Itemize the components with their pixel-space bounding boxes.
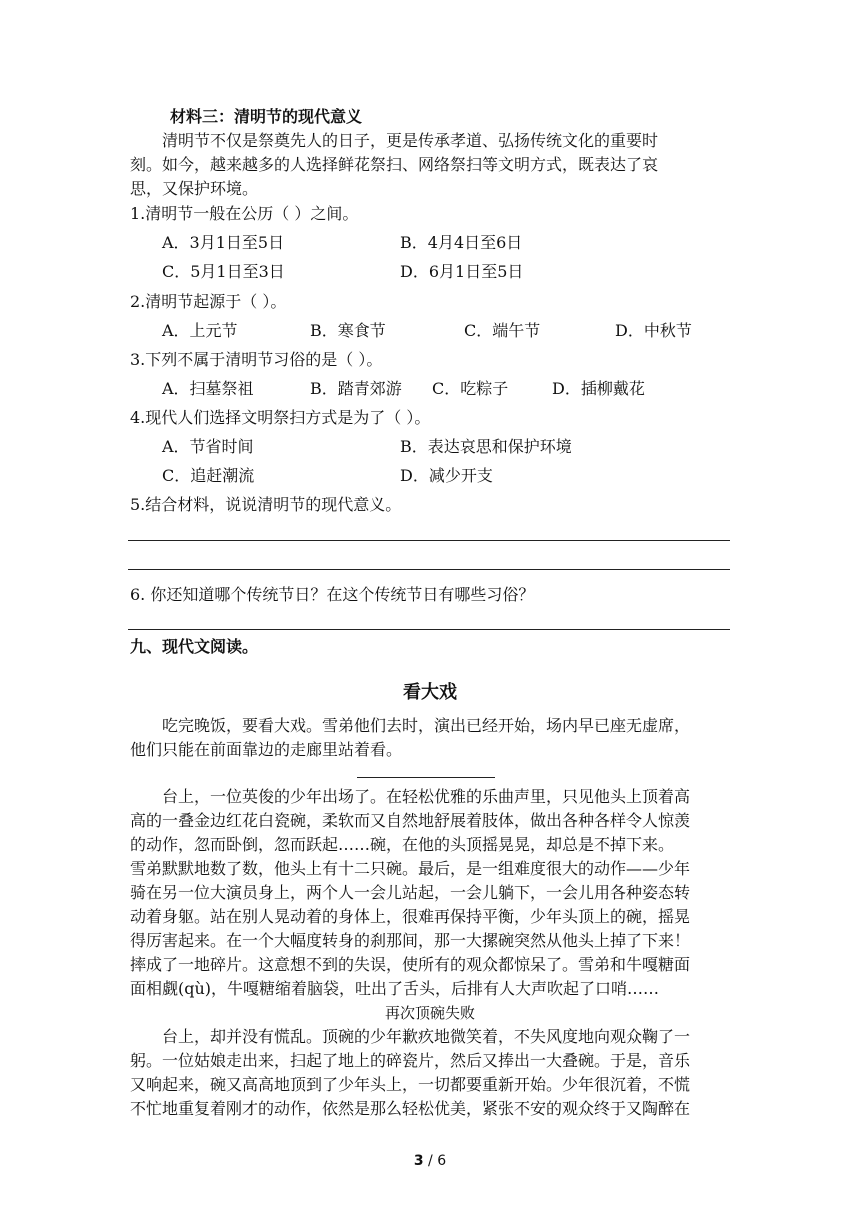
page-number: [0, 1153, 860, 1169]
passage-line: 吃完晚饭，要看大戏。雪弟他们去时，演出已经开始，场内早已座无虚席，: [162, 716, 691, 735]
passage-line: 台上，一位英俊的少年出场了。在轻松优雅的乐曲声里，只见他头上顶着高: [162, 787, 691, 806]
page-separator: /: [423, 1153, 438, 1169]
q3-option-c: C．吃粽子: [432, 379, 509, 398]
q1-option-b: B．4月4日至6日: [400, 233, 523, 252]
q2-option-a: A．上元节: [162, 321, 238, 340]
passage-title: 看大戏: [403, 682, 457, 703]
passage-line: 高的一叠金边红花白瓷碗，柔软而又自然地舒展着肢体，做出各种各样令人惊羡: [130, 811, 691, 830]
material-line: 思，又保护环境。: [130, 179, 259, 198]
q4-option-a: A．节省时间: [162, 437, 254, 456]
question-1-stem: 1.清明节一般在公历（ ）之间。: [130, 204, 359, 223]
q3-option-b: B．踏青郊游: [310, 379, 402, 398]
q1-option-a: A．3月1日至5日: [162, 233, 285, 252]
passage-line: 不忙地重复着刚才的动作，依然是那么轻松优美，紧张不安的观众终于又陶醉在: [130, 1099, 691, 1118]
question-6-stem: 6. 你还知道哪个传统节日？在这个传统节日有哪些习俗？: [130, 585, 535, 604]
question-5-stem: 5.结合材料，说说清明节的现代意义。: [130, 495, 402, 514]
question-2-stem: 2.清明节起源于（ ）。: [130, 292, 287, 311]
q3-option-a: A．扫墓祭祖: [162, 379, 254, 398]
fill-in-blank-line[interactable]: [357, 777, 495, 778]
answer-line[interactable]: [128, 569, 730, 570]
q2-option-b: B．寒食节: [310, 321, 386, 340]
passage-line: 他们只能在前面靠边的走廊里站着看。: [130, 740, 403, 759]
q4-option-c: C．追赶潮流: [162, 466, 255, 485]
question-4-stem: 4.现代人们选择文明祭扫方式是为了（ ）。: [130, 408, 431, 427]
passage-subheading: 再次顶碗失败: [384, 1004, 475, 1022]
page-current: 3: [413, 1153, 424, 1169]
q4-option-b: B．表达哀思和保护环境: [400, 437, 572, 456]
section-heading: 九、现代文阅读。: [130, 637, 259, 656]
material-heading: 材料三：清明节的现代意义: [170, 107, 363, 126]
passage-line: 面相觑(qù)，牛嘎糖缩着脑袋，吐出了舌头，后排有人大声吹起了口哨……: [130, 979, 660, 998]
passage-line: 台上，却并没有慌乱。顶碗的少年歉疚地微笑着，不失风度地向观众鞠了一: [162, 1027, 691, 1046]
passage-line: 雪弟默默地数了数，他头上有十二只碗。最后，是一组难度很大的动作——少年: [130, 859, 691, 878]
material-line: 清明节不仅是祭奠先人的日子，更是传承孝道、弘扬传统文化的重要时: [162, 131, 659, 150]
answer-line[interactable]: [128, 540, 730, 541]
page-total: 6: [437, 1153, 447, 1169]
q4-option-d: D．减少开支: [400, 466, 493, 485]
q2-option-d: D．中秋节: [615, 321, 692, 340]
q3-option-d: D．插柳戴花: [552, 379, 645, 398]
q1-option-c: C．5月1日至3日: [162, 262, 285, 281]
q1-option-d: D．6月1日至5日: [400, 262, 524, 281]
passage-line: 又响起来，碗又高高地顶到了少年头上，一切都要重新开始。少年很沉着，不慌: [130, 1075, 691, 1094]
question-3-stem: 3.下列不属于清明节习俗的是（ ）。: [130, 350, 383, 369]
material-line: 刻。如今，越来越多的人选择鲜花祭扫、网络祭扫等文明方式，既表达了哀: [130, 155, 659, 174]
passage-line: 骑在另一位大演员身上，两个人一会儿站起，一会儿躺下，一会儿用各种姿态转: [130, 883, 691, 902]
q2-option-c: C．端午节: [464, 321, 541, 340]
passage-line: 得厉害起来。在一个大幅度转身的刹那间，那一大摞碗突然从他头上掉了下来！: [130, 931, 691, 950]
passage-line: 躬。一位姑娘走出来，扫起了地上的碎瓷片，然后又捧出一大叠碗。于是，音乐: [130, 1051, 691, 1070]
passage-line: 动着身躯。站在别人晃动着的身体上，很难再保持平衡，少年头顶上的碗，摇晃: [130, 907, 691, 926]
passage-line: 摔成了一地碎片。这意想不到的失误，使所有的观众都惊呆了。雪弟和牛嘎糖面: [130, 955, 691, 974]
passage-line: 的动作，忽而卧倒，忽而跃起……碗，在他的头顶摇晃晃，却总是不掉下来。: [130, 835, 675, 854]
answer-line[interactable]: [128, 629, 730, 630]
